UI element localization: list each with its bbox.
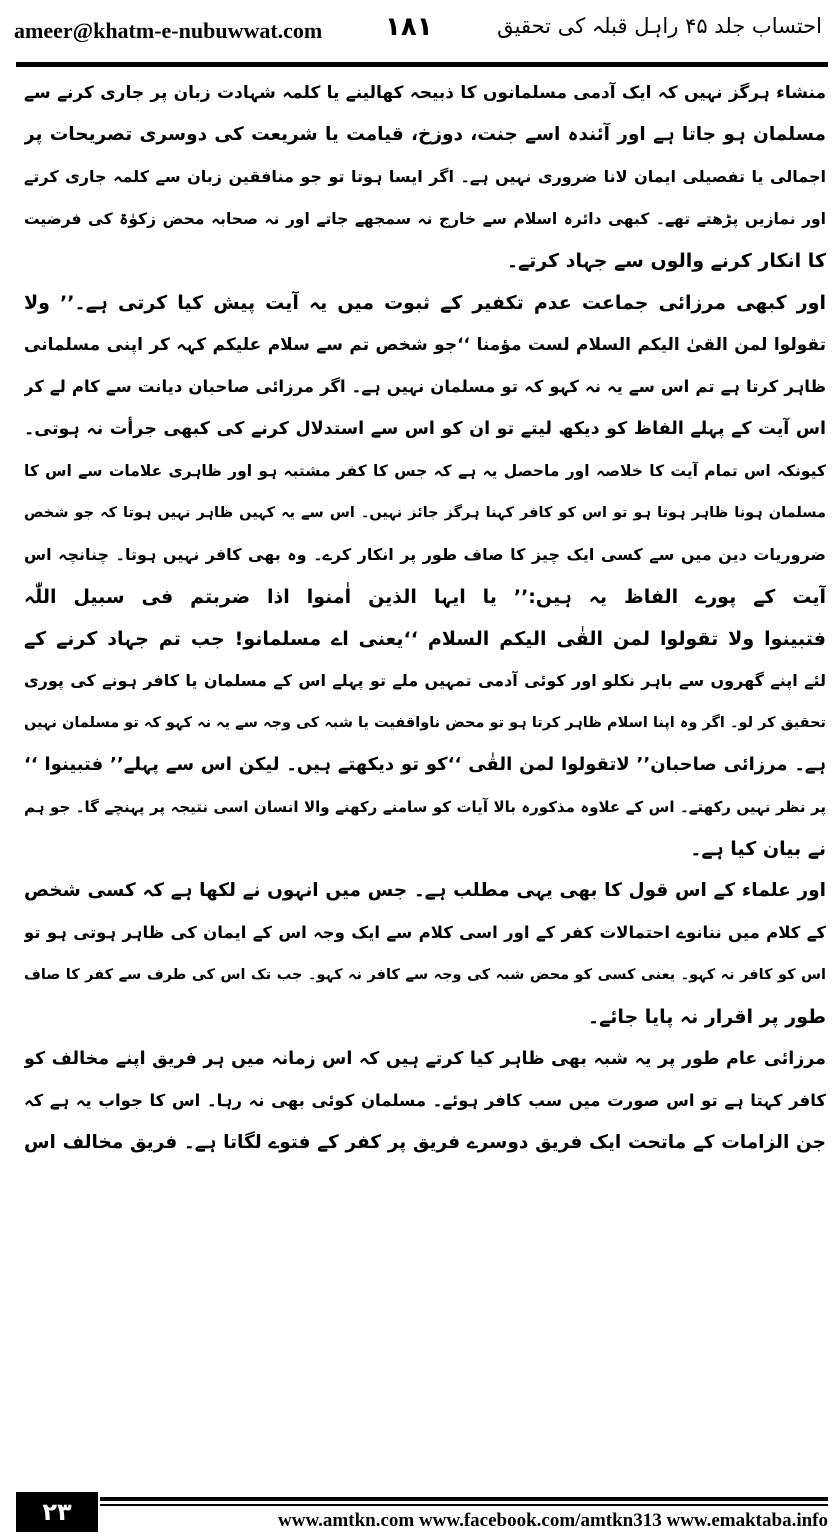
text-line: مسلمان ہونا ظاہر ہوتا ہو تو اس کو کافر کہنا ہرگز جائز نہیں۔ اس سے یہ کہیں ظاہر نہیں ہوتا کہ جو شخص	[24, 505, 826, 521]
text-line: ضروریات دین میں سے کسی ایک چیز کا صاف طور پر انکار کرے۔ وہ بھی کافر نہیں ہوتا۔ چنانچہ اس	[24, 545, 826, 564]
text-line: تحقیق کر لو۔ اگر وہ اپنا اسلام ظاہر کرتا ہو تو محض ناواقفیت یا شبہ کی وجہ سے یہ نہ کہو کہ تو مسلمان نہیں	[24, 715, 826, 731]
text-line: منشاء ہرگز نہیں کہ ایک آدمی مسلمانوں کا ذبیحہ کھالینے یا کلمہ شہادت زبان پر جاری کرنے سے	[24, 83, 826, 103]
text-line: فتبینوا ولا تقولوا لمن القٰی الیکم السلام ‘‘یعنی اے مسلمانو! جب تم جہاد کرنے کے	[24, 628, 826, 650]
text-line: اس آیت کے پہلے الفاظ کو دیکھ لیتے تو ان کو اس سے استدلال کرنے کی کبھی جرأت نہ ہوتی۔	[24, 419, 826, 439]
text-line: کافر کہتا ہے تو اس صورت میں سب کافر ہوئے۔ مسلمان کوئی بھی نہ رہا۔ اس کا جواب یہ ہے کہ	[24, 1091, 826, 1110]
footer-rule-thin	[100, 1504, 828, 1506]
text-line: اس کو کافر نہ کہو۔ یعنی کسی کو محض شبہ کی وجہ سے کافر نہ کہو۔ جب تک اس کی طرف سے کفر کا صاف	[24, 967, 826, 983]
footer-page-marker: ۲۳	[16, 1492, 98, 1532]
text-line: کیونکہ اس تمام آیت کا خلاصہ اور ماحصل یہ ہے کہ جس کا کفر مشتبہ ہو اور ظاہری علامات سے اس کا	[24, 462, 826, 480]
text-line: اور نمازیں پڑھتے تھے۔ کبھی دائرہ اسلام سے خارج نہ سمجھے جاتے اور نہ صحابہ محض زکوٰۃ کی فرضیت	[24, 210, 826, 228]
page-header	[0, 0, 840, 62]
page-footer	[0, 1488, 840, 1540]
text-line: نے بیان کیا ہے۔	[690, 838, 826, 860]
book-title: احتساب جلد ۴۵ راہل قبلہ کی تحقیق	[497, 14, 822, 38]
text-line: پر نظر نہیں رکھتے۔ اس کے علاوہ مذکورہ بالا آیات کو سامنے رکھنے والا انسان اسی نتیجہ پر پہنچے گا۔ جو ہم	[24, 798, 826, 816]
text-line: مسلمان ہو جاتا ہے اور آئندہ اسے جنت، دوزخ، قیامت یا شریعت کی دوسری تصریحات پر	[24, 124, 826, 145]
text-line: جن الزامات کے ماتحت ایک فریق دوسرے فریق پر کفر کے فتوے لگاتا ہے۔ فریق مخالف اس	[24, 1132, 826, 1153]
text-line: ظاہر کرتا ہے تم اس سے یہ نہ کہو کہ تو مسلمان نہیں ہے۔ اگر مرزائی صاحبان دیانت سے کام لے کر	[24, 377, 826, 396]
text-line: تقولوا لمن القیٰ الیکم السلام لست مؤمنا ‘‘جو شخص تم سے سلام علیکم کہہ کر اپنی مسلمانی	[24, 335, 826, 355]
footer-links[interactable]: www.amtkn.com www.facebook.com/amtkn313 www.emaktaba.info	[278, 1510, 828, 1531]
header-rule	[16, 62, 828, 67]
page-number: ۱۸۱	[385, 12, 433, 42]
text-line: آیت کے پورے الفاظ یہ ہیں:’’ یا ایہا الذین اٰمنوا اذا ضربتم فی سبیل اللّٰہ	[24, 586, 826, 608]
text-line: لئے اپنے گھروں سے باہر نکلو اور کوئی آدمی تمہیں ملے تو پہلے اس کے مسلمان یا کافر ہونے کی پوری	[24, 671, 826, 690]
text-line: کے کلام میں ننانوے احتمالات کفر کے اور اسی کلام سے ایک وجہ اس کے ایمان کی ظاہر ہوتی ہو تو	[24, 923, 826, 942]
body-text	[24, 72, 826, 1472]
text-line: اجمالی یا تفصیلی ایمان لانا ضروری نہیں ہے۔ اگر ایسا ہوتا تو جو منافقین زبان سے کلمہ جاری کرتے	[24, 167, 826, 186]
text-line: اور علماء کے اس قول کا بھی یہی مطلب ہے۔ جس میں انہوں نے لکھا ہے کہ کسی شخص	[24, 880, 826, 901]
text-line: طور پر اقرار نہ پایا جائے۔	[587, 1006, 826, 1028]
footer-rule	[100, 1497, 828, 1501]
text-line: کا انکار کرنے والوں سے جہاد کرتے۔	[506, 250, 826, 272]
text-line: اور کبھی مرزائی جماعت عدم تکفیر کے ثبوت میں یہ آیت پیش کیا کرتی ہے۔’’ ولا	[24, 292, 826, 314]
header-email: ameer@khatm-e-nubuwwat.com	[14, 18, 323, 43]
text-line: ہے۔ مرزائی صاحبان’’ لاتقولوا لمن القٰی ‘‘کو تو دیکھتے ہیں۔ لیکن اس سے پہلے’’ فتبینوا ‘‘	[24, 754, 826, 775]
text-line: مرزائی عام طور پر یہ شبہ بھی ظاہر کیا کرتے ہیں کہ اس زمانہ میں ہر فریق اپنے مخالف کو	[24, 1049, 826, 1069]
